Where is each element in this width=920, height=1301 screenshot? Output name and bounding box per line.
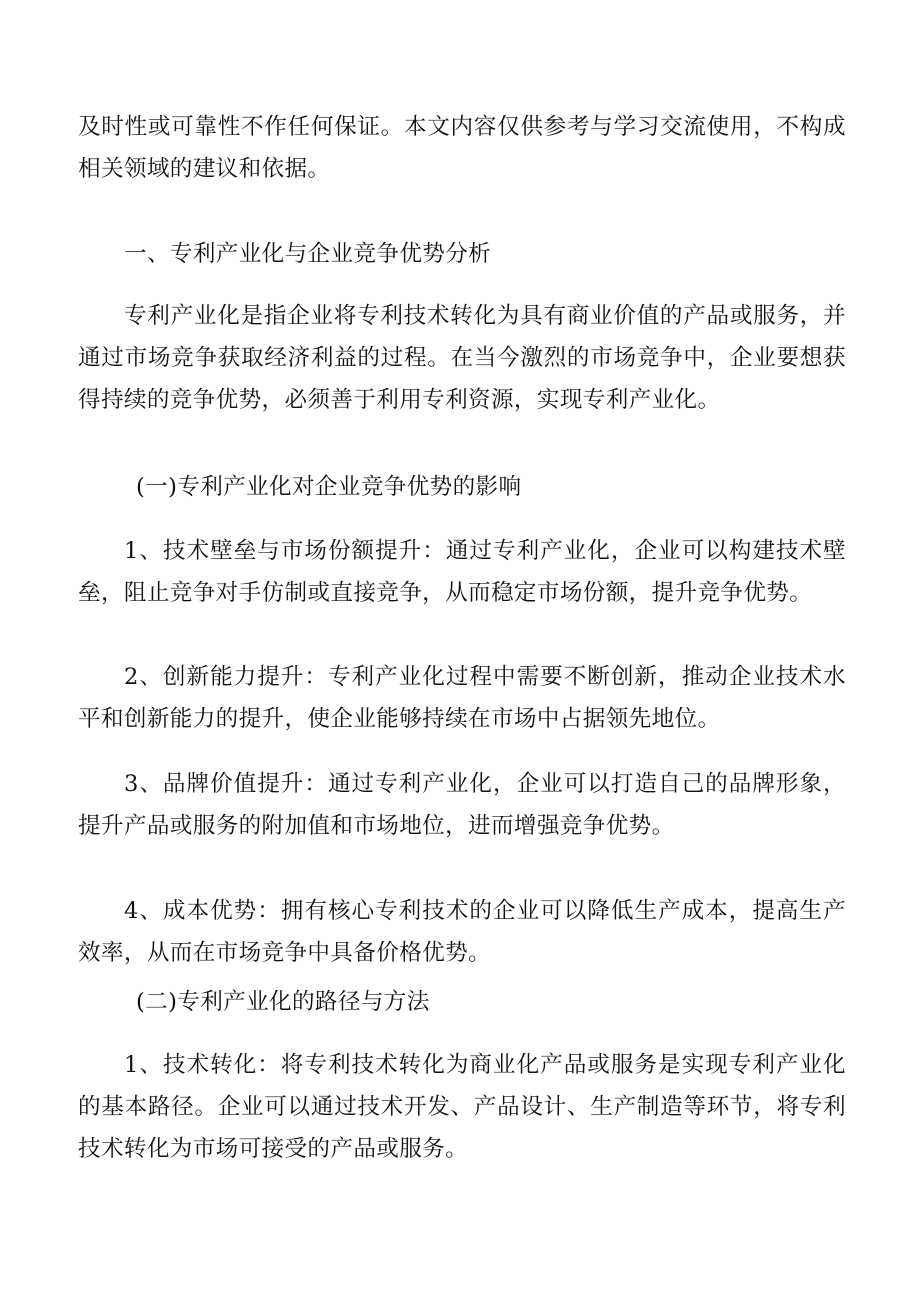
list-item-2: 2、创新能力提升：专利产业化过程中需要不断创新，推动企业技术水平和创新能力的提升，使企业能够持续在市场中占据领先地位。: [78, 664, 846, 732]
subsection-heading-2: (二)专利产业化的路径与方法: [136, 989, 430, 1015]
disclaimer-paragraph: 及时性或可靠性不作任何保证。本文内容仅供参考与学习交流使用，不构成相关领域的建议和依据。: [78, 114, 846, 182]
list-item-5: 1、技术转化：将专利技术转化为商业化产品或服务是实现专利产业化的基本路径。企业可以通过技术开发、产品设计、生产制造等环节，将专利技术转化为市场可接受的产品或服务。: [78, 1052, 846, 1162]
section-heading-1: 一、专利产业化与企业竞争优势分析: [124, 241, 492, 267]
subsection-heading-1: (一)专利产业化对企业竞争优势的影响: [136, 474, 522, 500]
list-item-1: 1、技术壁垒与市场份额提升：通过专利产业化，企业可以构建技术壁垒，阻止竞争对手仿制或直接竞争，从而稳定市场份额，提升竞争优势。: [78, 538, 846, 606]
intro-paragraph: 专利产业化是指企业将专利技术转化为具有商业价值的产品或服务，并通过市场竞争获取经济利益的过程。在当今激烈的市场竞争中，企业要想获得持续的竞争优势，必须善于利用专利资源，实现专利产业化。: [78, 303, 846, 413]
list-item-3: 3、品牌价值提升：通过专利产业化，企业可以打造自己的品牌形象，提升产品或服务的附加值和市场地位，进而增强竞争优势。: [78, 771, 846, 839]
list-item-4: 4、成本优势：拥有核心专利技术的企业可以降低生产成本，提高生产效率，从而在市场竞争中具备价格优势。: [78, 898, 846, 966]
